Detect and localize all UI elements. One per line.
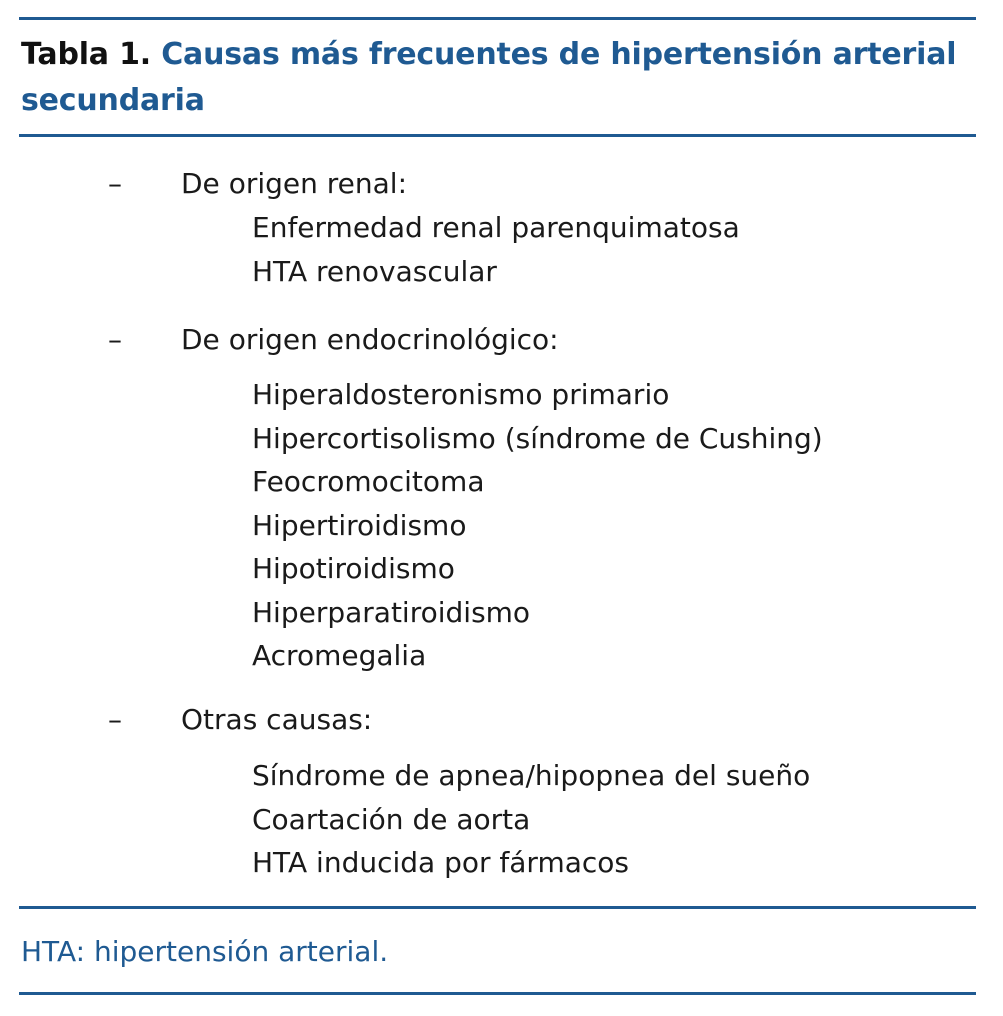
list-item: Síndrome de apnea/hipopnea del sueño	[252, 759, 811, 792]
table-title-label: Tabla 1.	[21, 37, 151, 72]
list-item: Coartación de aorta	[252, 802, 531, 836]
section-bullet: –	[108, 703, 122, 736]
list-item: HTA renovascular	[252, 254, 497, 288]
item-list	[252, 373, 823, 678]
list-item: Hiperparatiroidismo	[252, 595, 531, 629]
top-rule	[19, 17, 976, 20]
list-item: Hiperaldosteronismo primario	[252, 378, 670, 411]
section-heading: De origen endocrinológico:	[181, 323, 559, 356]
title-rule	[19, 134, 976, 137]
list-item: Hipercortisolismo (síndrome de Cushing)	[252, 421, 823, 455]
list-item: HTA inducida por fármacos	[252, 846, 629, 879]
item-list	[252, 754, 810, 885]
section-heading: De origen renal:	[181, 167, 407, 200]
section-bullet: –	[108, 167, 122, 200]
body-rule	[19, 906, 976, 909]
footnote: HTA: hipertensión arterial.	[21, 935, 389, 968]
section-bullet: –	[108, 323, 122, 356]
list-item: Enfermedad renal parenquimatosa	[252, 211, 740, 244]
bottom-rule	[19, 992, 976, 995]
list-item: Hipertiroidismo	[252, 508, 467, 542]
list-item: Feocromocitoma	[252, 465, 485, 498]
list-item: Hipotiroidismo	[252, 552, 455, 585]
item-list	[252, 206, 740, 293]
list-item: Acromegalia	[252, 639, 427, 672]
table-title	[21, 32, 971, 124]
section-heading: Otras causas:	[181, 703, 373, 736]
table-title-text: Causas más frecuentes de hipertensión arterial secundaria	[21, 37, 957, 118]
